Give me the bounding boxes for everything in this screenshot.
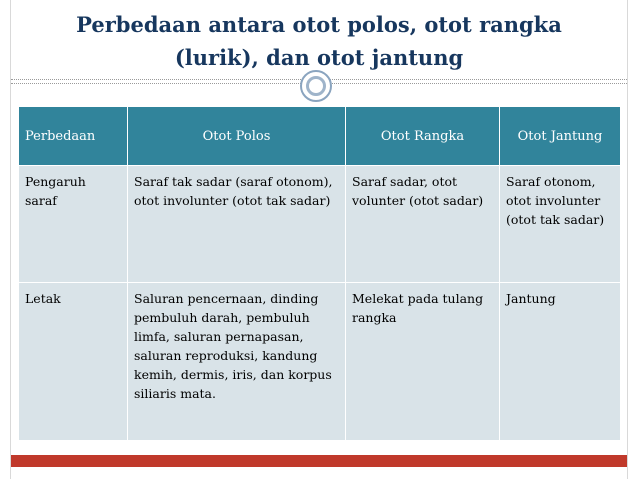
bottom-accent-bar bbox=[11, 455, 627, 467]
table-row bbox=[19, 283, 621, 441]
slide-title bbox=[20, 8, 618, 74]
table-cell: Saraf tak sadar (saraf otonom), otot involunter (otot tak sadar) bbox=[128, 166, 346, 283]
comparison-table bbox=[18, 106, 621, 441]
header-otot-polos: Otot Polos bbox=[128, 107, 346, 166]
circle-ornament-icon bbox=[300, 70, 332, 102]
table-cell: Saraf otonom, otot involunter (otot tak sadar) bbox=[500, 166, 621, 283]
slide-title-line-1: Perbedaan antara otot polos, otot rangka bbox=[76, 12, 562, 37]
header-otot-rangka: Otot Rangka bbox=[346, 107, 500, 166]
table-cell: Saraf sadar, otot volunter (otot sadar) bbox=[346, 166, 500, 283]
table-header-row bbox=[19, 107, 621, 166]
table-cell: Pengaruh saraf bbox=[19, 166, 128, 283]
table-cell: Saluran pencernaan, dinding pembuluh darah, pembuluh limfa, saluran pernapasan, saluran reproduksi, kandung kemih, dermis, iris, dan korpus siliaris mata. bbox=[128, 283, 346, 441]
slide-title-line-2: (lurik), dan otot jantung bbox=[174, 45, 464, 70]
table-cell: Melekat pada tulang rangka bbox=[346, 283, 500, 441]
header-otot-jantung: Otot Jantung bbox=[500, 107, 621, 166]
table-cell: Letak bbox=[19, 283, 128, 441]
header-perbedaan: Perbedaan bbox=[19, 107, 128, 166]
table-cell: Jantung bbox=[500, 283, 621, 441]
table-row bbox=[19, 166, 621, 283]
